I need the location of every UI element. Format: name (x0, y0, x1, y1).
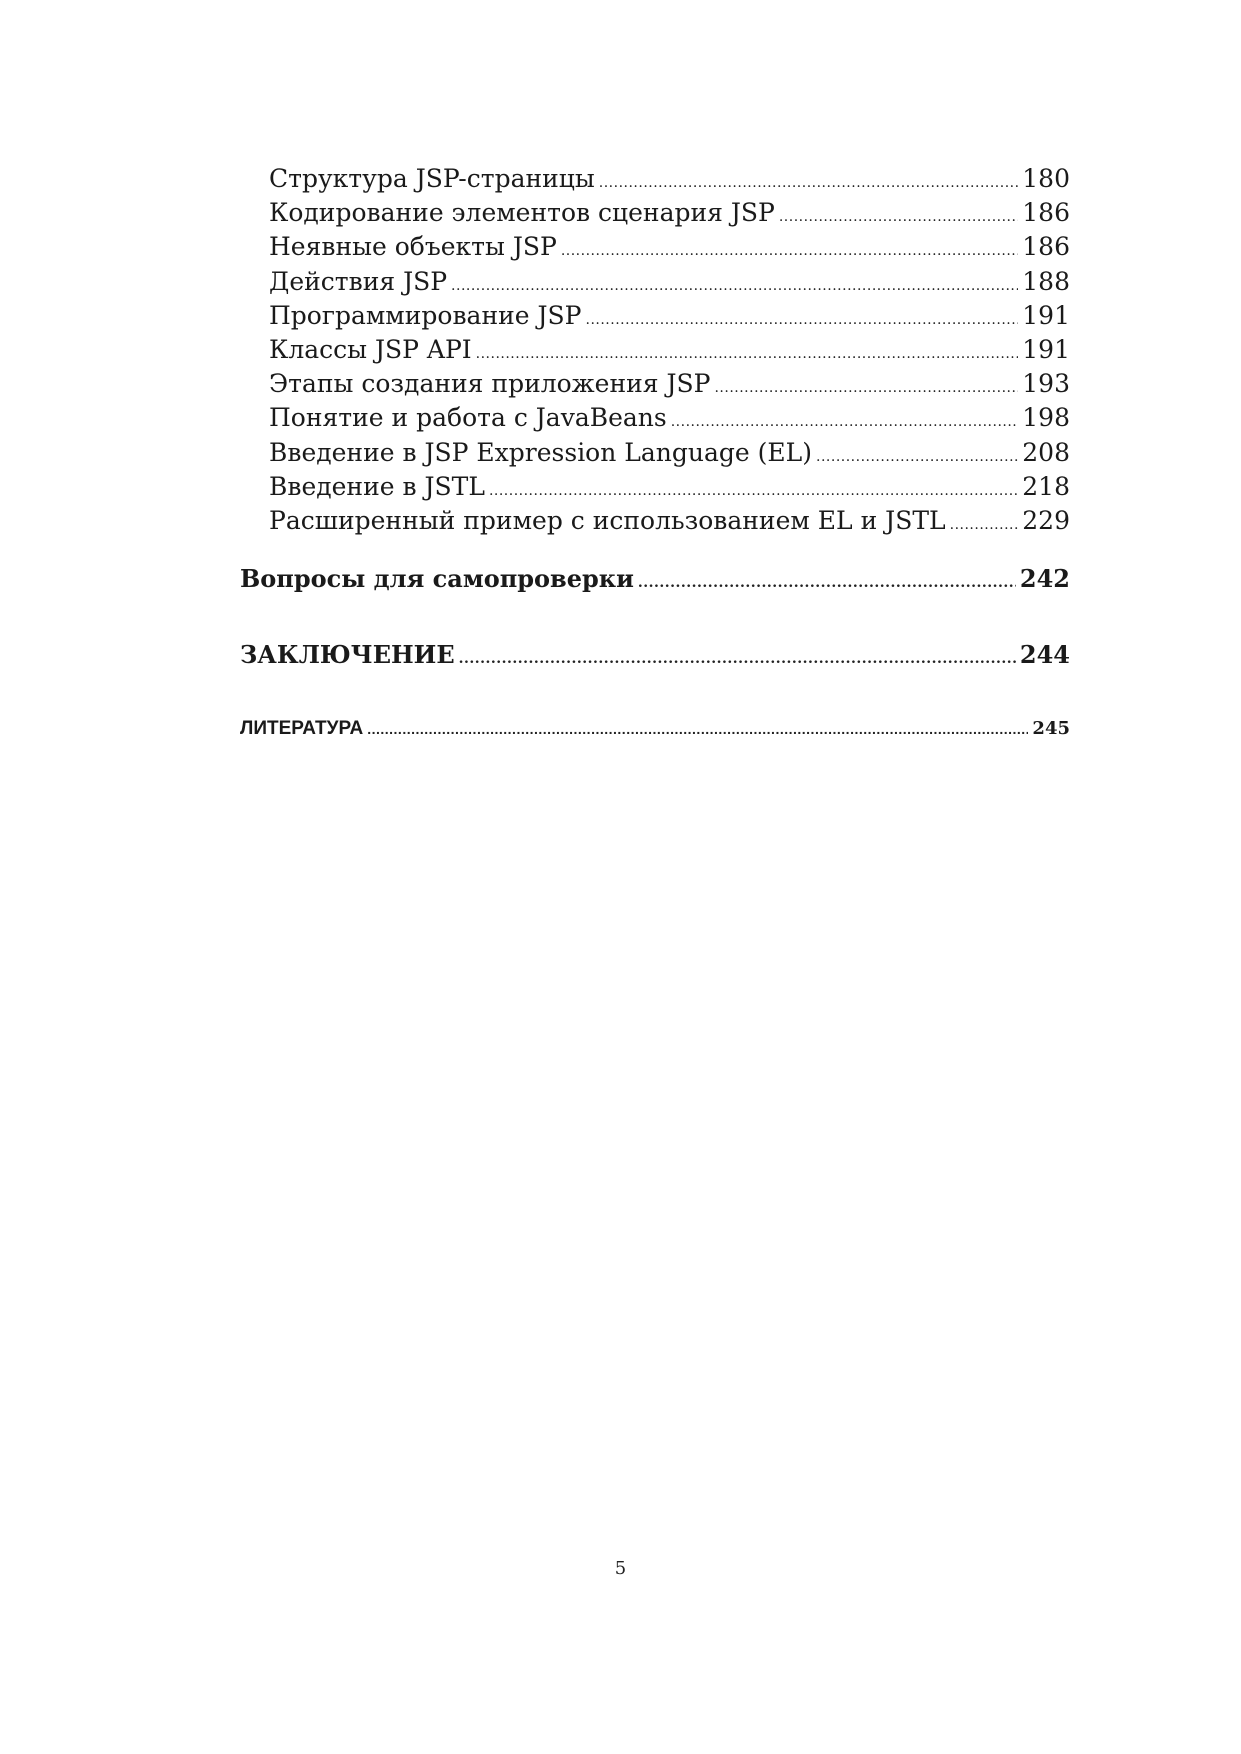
dot-leader (561, 234, 1018, 268)
toc-entry (269, 162, 1070, 196)
dot-leader (586, 303, 1019, 337)
dot-leader (489, 474, 1018, 508)
dot-leader (367, 714, 1028, 744)
toc-entry-title: Вопросы для самопроверки (240, 564, 634, 594)
toc-entry (269, 299, 1070, 333)
toc-entry-page: 191 (1022, 334, 1070, 364)
toc-entry-page: 229 (1022, 505, 1070, 535)
dot-leader (599, 166, 1019, 200)
dot-leader (816, 440, 1018, 474)
toc-entry-literature (240, 714, 1070, 744)
toc-entry-title: Этапы создания приложения JSP (269, 369, 711, 399)
toc-entry-title: Введение в JSP Expression Language (EL) (269, 437, 813, 467)
toc-entry-title: Классы JSP API (269, 334, 472, 364)
dot-leader (671, 405, 1019, 439)
toc-entry (269, 367, 1070, 401)
toc-entry-title: Кодирование элементов сценария JSP (269, 198, 775, 228)
toc-entry-conclusion (240, 638, 1070, 676)
toc-entry-page: 244 (1019, 640, 1070, 670)
page-number: 5 (614, 1558, 627, 1579)
toc-entry-page: 188 (1022, 266, 1070, 296)
toc-entry-title: Структура JSP-страницы (269, 164, 595, 193)
toc-entry-page: 191 (1022, 300, 1070, 330)
toc-entry (269, 265, 1070, 299)
toc-entry-title: Действия JSP (269, 266, 448, 296)
toc-entry-page: 193 (1022, 369, 1070, 399)
toc-entry-page: 198 (1022, 403, 1070, 433)
dot-leader (779, 200, 1018, 234)
toc-entry (269, 436, 1070, 470)
toc-entry (269, 333, 1070, 367)
toc-entry-title: ЗАКЛЮЧЕНИЕ (240, 640, 455, 670)
dot-leader (476, 337, 1019, 371)
toc-entry-page: 186 (1022, 198, 1070, 228)
toc-entry (269, 196, 1070, 230)
toc-entry (269, 504, 1070, 538)
toc-entry-title: Неявные объекты JSP (269, 232, 557, 262)
toc-entry-page: 245 (1032, 718, 1070, 740)
table-of-contents (240, 162, 1070, 744)
toc-entry-page: 186 (1022, 232, 1070, 262)
toc-entry-title: Расширенный пример с использованием EL и JSTL (269, 505, 946, 535)
toc-entry-page: 208 (1022, 437, 1070, 467)
toc-entry-page: 242 (1019, 564, 1070, 594)
toc-entry-title: Введение в JSTL (269, 471, 485, 501)
toc-entry (269, 470, 1070, 504)
toc-entry-title: ЛИТЕРАТУРА (240, 718, 364, 740)
dot-leader (714, 371, 1018, 405)
toc-entry-page: 180 (1022, 164, 1070, 193)
toc-entry-title: Программирование JSP (269, 300, 582, 330)
toc-entry (269, 230, 1070, 264)
dot-leader (638, 566, 1016, 600)
dot-leader (950, 508, 1019, 542)
dot-leader (451, 269, 1018, 303)
toc-entry-page: 218 (1022, 471, 1070, 501)
toc-entry-title: Понятие и работа с JavaBeans (269, 403, 667, 433)
dot-leader (459, 642, 1016, 676)
toc-entry-self-check (240, 562, 1070, 600)
toc-entry (269, 401, 1070, 435)
